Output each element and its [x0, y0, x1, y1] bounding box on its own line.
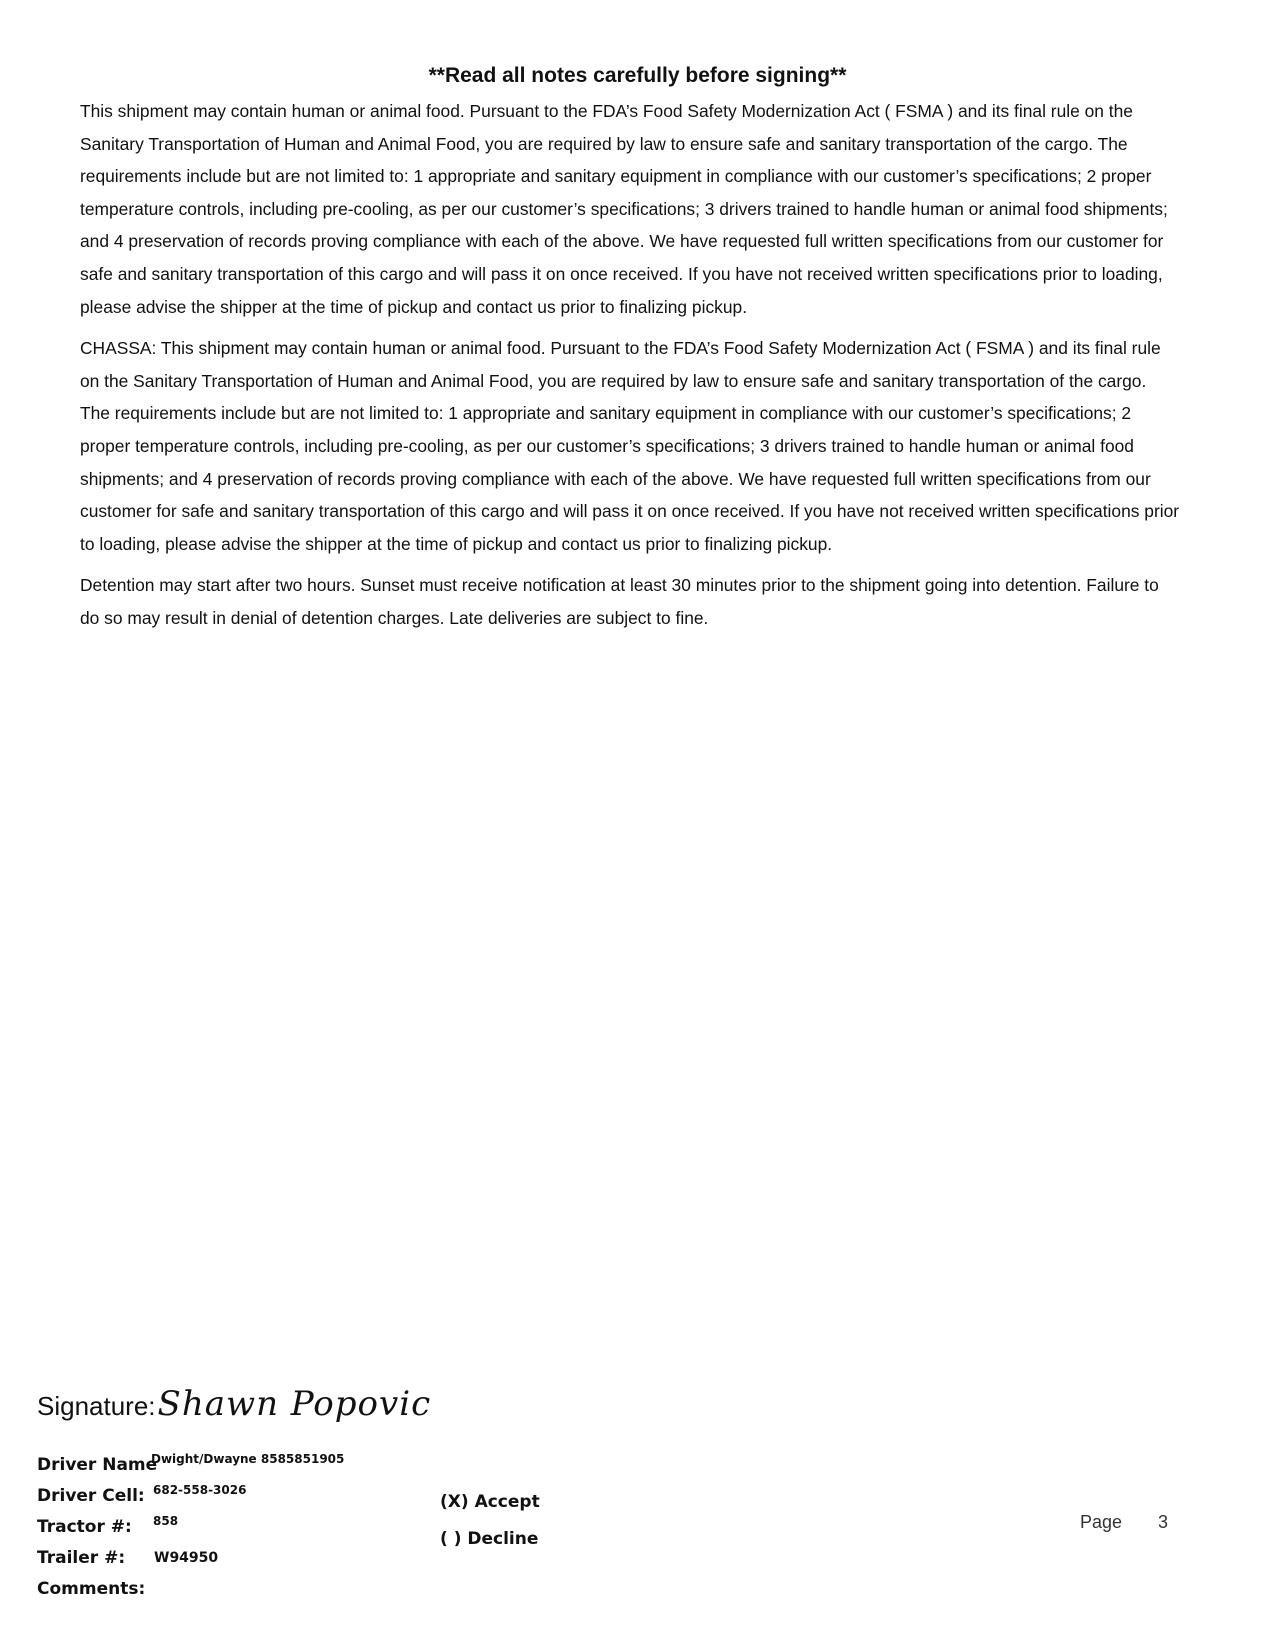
- fsma-paragraph: This shipment may contain human or animal food. Pursuant to the FDA’s Food Safety Modernization Act ( FSMA ) and its final rule on the Sanitary Transportation of Human and Animal Food, you are required by law to ensure safe and sanitary transportation of the cargo. The requirements include but are not limited to: 1 appropriate and sanitary equipment in compliance with our customer’s specifications; 2 proper temperature controls, including pre-cooling, as per our customer’s specifications; 3 drivers trained to handle human or animal food shipments; and 4 preservation of records proving compliance with each of the above. We have requested full written specifications from our customer for safe and sanitary transportation of this cargo and will pass it on once received. If you have not received written specifications prior to loading, please advise the shipper at the time of pickup and contact us prior to finalizing pickup.: [80, 101, 1168, 317]
- notes-heading: **Read all notes carefully before signing**: [428, 64, 847, 87]
- page-label: Page: [1080, 1512, 1123, 1532]
- tractor-value: 858: [153, 1514, 179, 1528]
- notes-body: [80, 95, 1180, 644]
- driver-cell-value: 682-558-3026: [153, 1483, 247, 1497]
- driver-name-value: Dwight/Dwayne 8585851905: [151, 1452, 345, 1466]
- decline-option: ( ) Decline: [440, 1529, 539, 1549]
- tractor-row: [37, 1514, 417, 1548]
- page-number: 3: [1158, 1512, 1169, 1532]
- tractor-label: Tractor #:: [37, 1517, 132, 1537]
- trailer-value: W94950: [154, 1550, 219, 1566]
- signature-value: Shawn Popovic: [157, 1384, 432, 1424]
- driver-cell-row: [37, 1483, 417, 1517]
- signature-label: Signature:: [37, 1391, 156, 1421]
- driver-name-row: [37, 1452, 417, 1486]
- page-indicator: [1080, 1512, 1168, 1533]
- accept-option: (X) Accept: [440, 1492, 540, 1512]
- chassa-paragraph: CHASSA: This shipment may contain human or animal food. Pursuant to the FDA’s Food Safety Modernization Act ( FSMA ) and its final rule on the Sanitary Transportation of Human and Animal Food, you are required by law to ensure safe and sanitary transportation of the cargo. The requirements include but are not limited to: 1 appropriate and sanitary equipment in compliance with our customer’s specifications; 2 proper temperature controls, including pre-cooling, as per our customer’s specifications; 3 drivers trained to handle human or animal food shipments; and 4 preservation of records proving compliance with each of the above. We have requested full written specifications from our customer for safe and sanitary transportation of this cargo and will pass it on once received. If you have not received written specifications prior to loading, please advise the shipper at the time of pickup and contact us prior to finalizing pickup.: [80, 338, 1180, 554]
- trailer-label: Trailer #:: [37, 1548, 126, 1568]
- driver-info: [37, 1452, 417, 1610]
- driver-cell-label: Driver Cell:: [37, 1486, 145, 1506]
- comments-label: Comments:: [37, 1579, 146, 1599]
- detention-paragraph: Detention may start after two hours. Sunset must receive notification at least 30 minutes prior to the shipment going into detention. Failure to do so may result in denial of detention charges. Late deliveries are subject to fine.: [80, 575, 1159, 628]
- accept-decline: [440, 1490, 540, 1564]
- trailer-row: [37, 1548, 417, 1579]
- signature-row: [37, 1384, 431, 1436]
- driver-name-label: Driver Name: [37, 1455, 158, 1475]
- comments-row: [37, 1579, 417, 1610]
